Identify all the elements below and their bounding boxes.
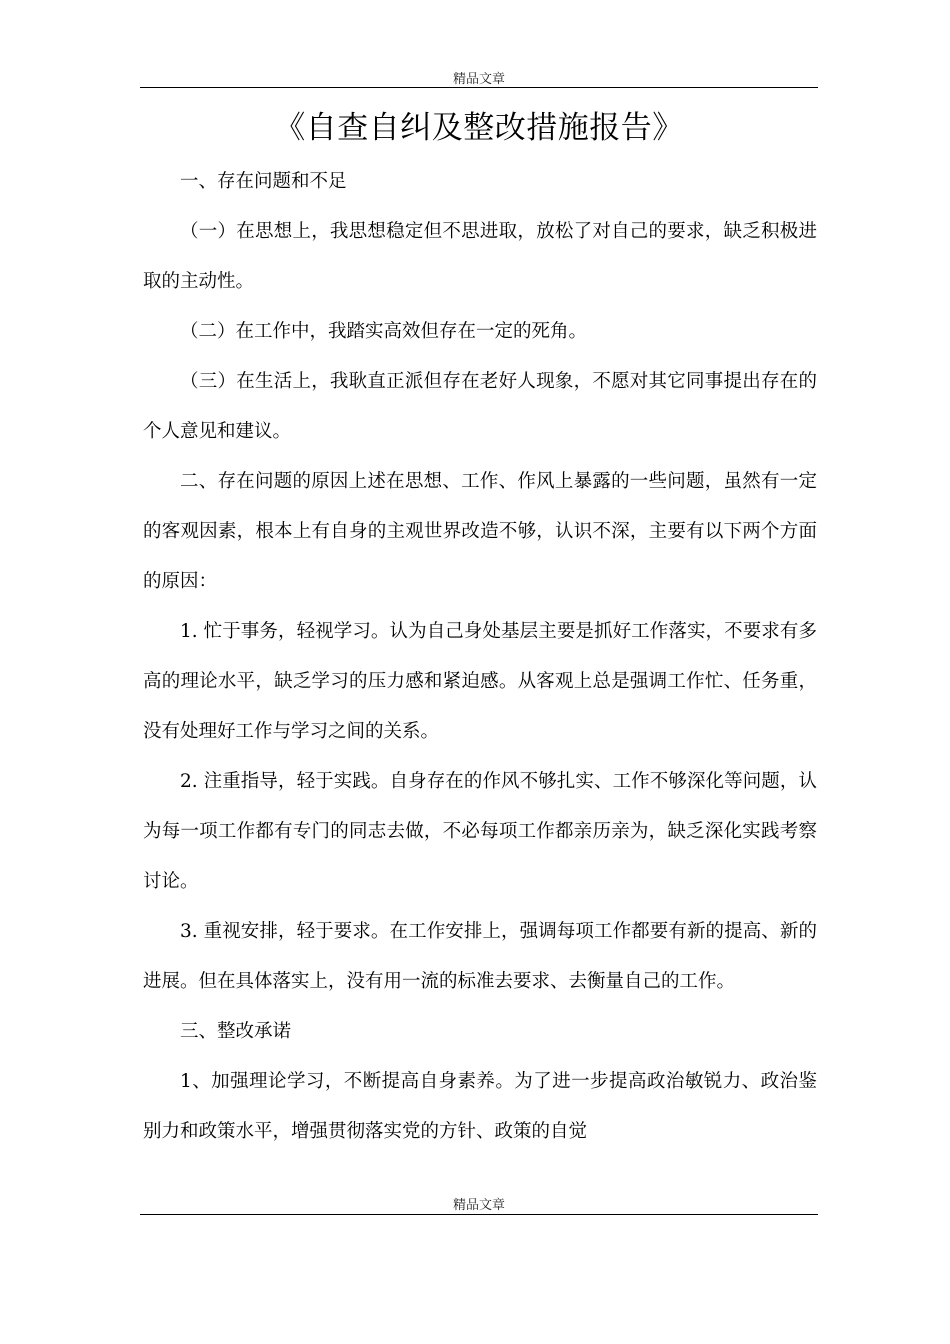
paragraph: 1、加强理论学习，不断提高自身素养。为了进一步提高政治敏锐力、政治鉴别力和政策水平，增强贯彻落实党的方针、政策的自觉 <box>143 1071 817 1142</box>
paragraph: （三）在生活上，我耿直正派但存在老好人现象，不愿对其它同事提出存在的个人意见和建议。 <box>143 371 817 442</box>
paragraph: 3. 重视安排，轻于要求。在工作安排上，强调每项工作都要有新的提高、新的进展。但在具体落实上，没有用一流的标准去要求、去衡量自己的工作。 <box>143 921 817 992</box>
document-title: 《自查自纠及整改措施报告》 <box>274 110 684 146</box>
footer-rule <box>140 1214 818 1215</box>
paragraph: 1. 忙于事务，轻视学习。认为自己身处基层主要是抓好工作落实，不要求有多高的理论水平，缺乏学习的压力感和紧迫感。从客观上总是强调工作忙、任务重，没有处理好工作与学习之间的关系。 <box>143 621 817 742</box>
section-heading: 一、存在问题和不足 <box>180 171 347 192</box>
paragraph: （二）在工作中，我踏实高效但存在一定的死角。 <box>180 321 588 342</box>
header-rule <box>140 87 818 88</box>
page-footer: 精品文章 <box>452 1198 505 1213</box>
paragraph: （一）在思想上，我思想稳定但不思进取，放松了对自己的要求，缺乏积极进取的主动性。 <box>143 221 817 292</box>
section-heading: 三、整改承诺 <box>180 1021 292 1042</box>
paragraph: 二、存在问题的原因上述在思想、工作、作风上暴露的一些问题，虽然有一定的客观因素，根本上有自身的主观世界改造不够，认识不深，主要有以下两个方面的原因： <box>143 471 817 592</box>
document-body <box>143 157 817 1157</box>
paragraph: 2. 注重指导，轻于实践。自身存在的作风不够扎实、工作不够深化等问题，认为每一项工作都有专门的同志去做，不必每项工作都亲历亲为，缺乏深化实践考察讨论。 <box>143 771 817 892</box>
page-header: 精品文章 <box>452 72 505 87</box>
